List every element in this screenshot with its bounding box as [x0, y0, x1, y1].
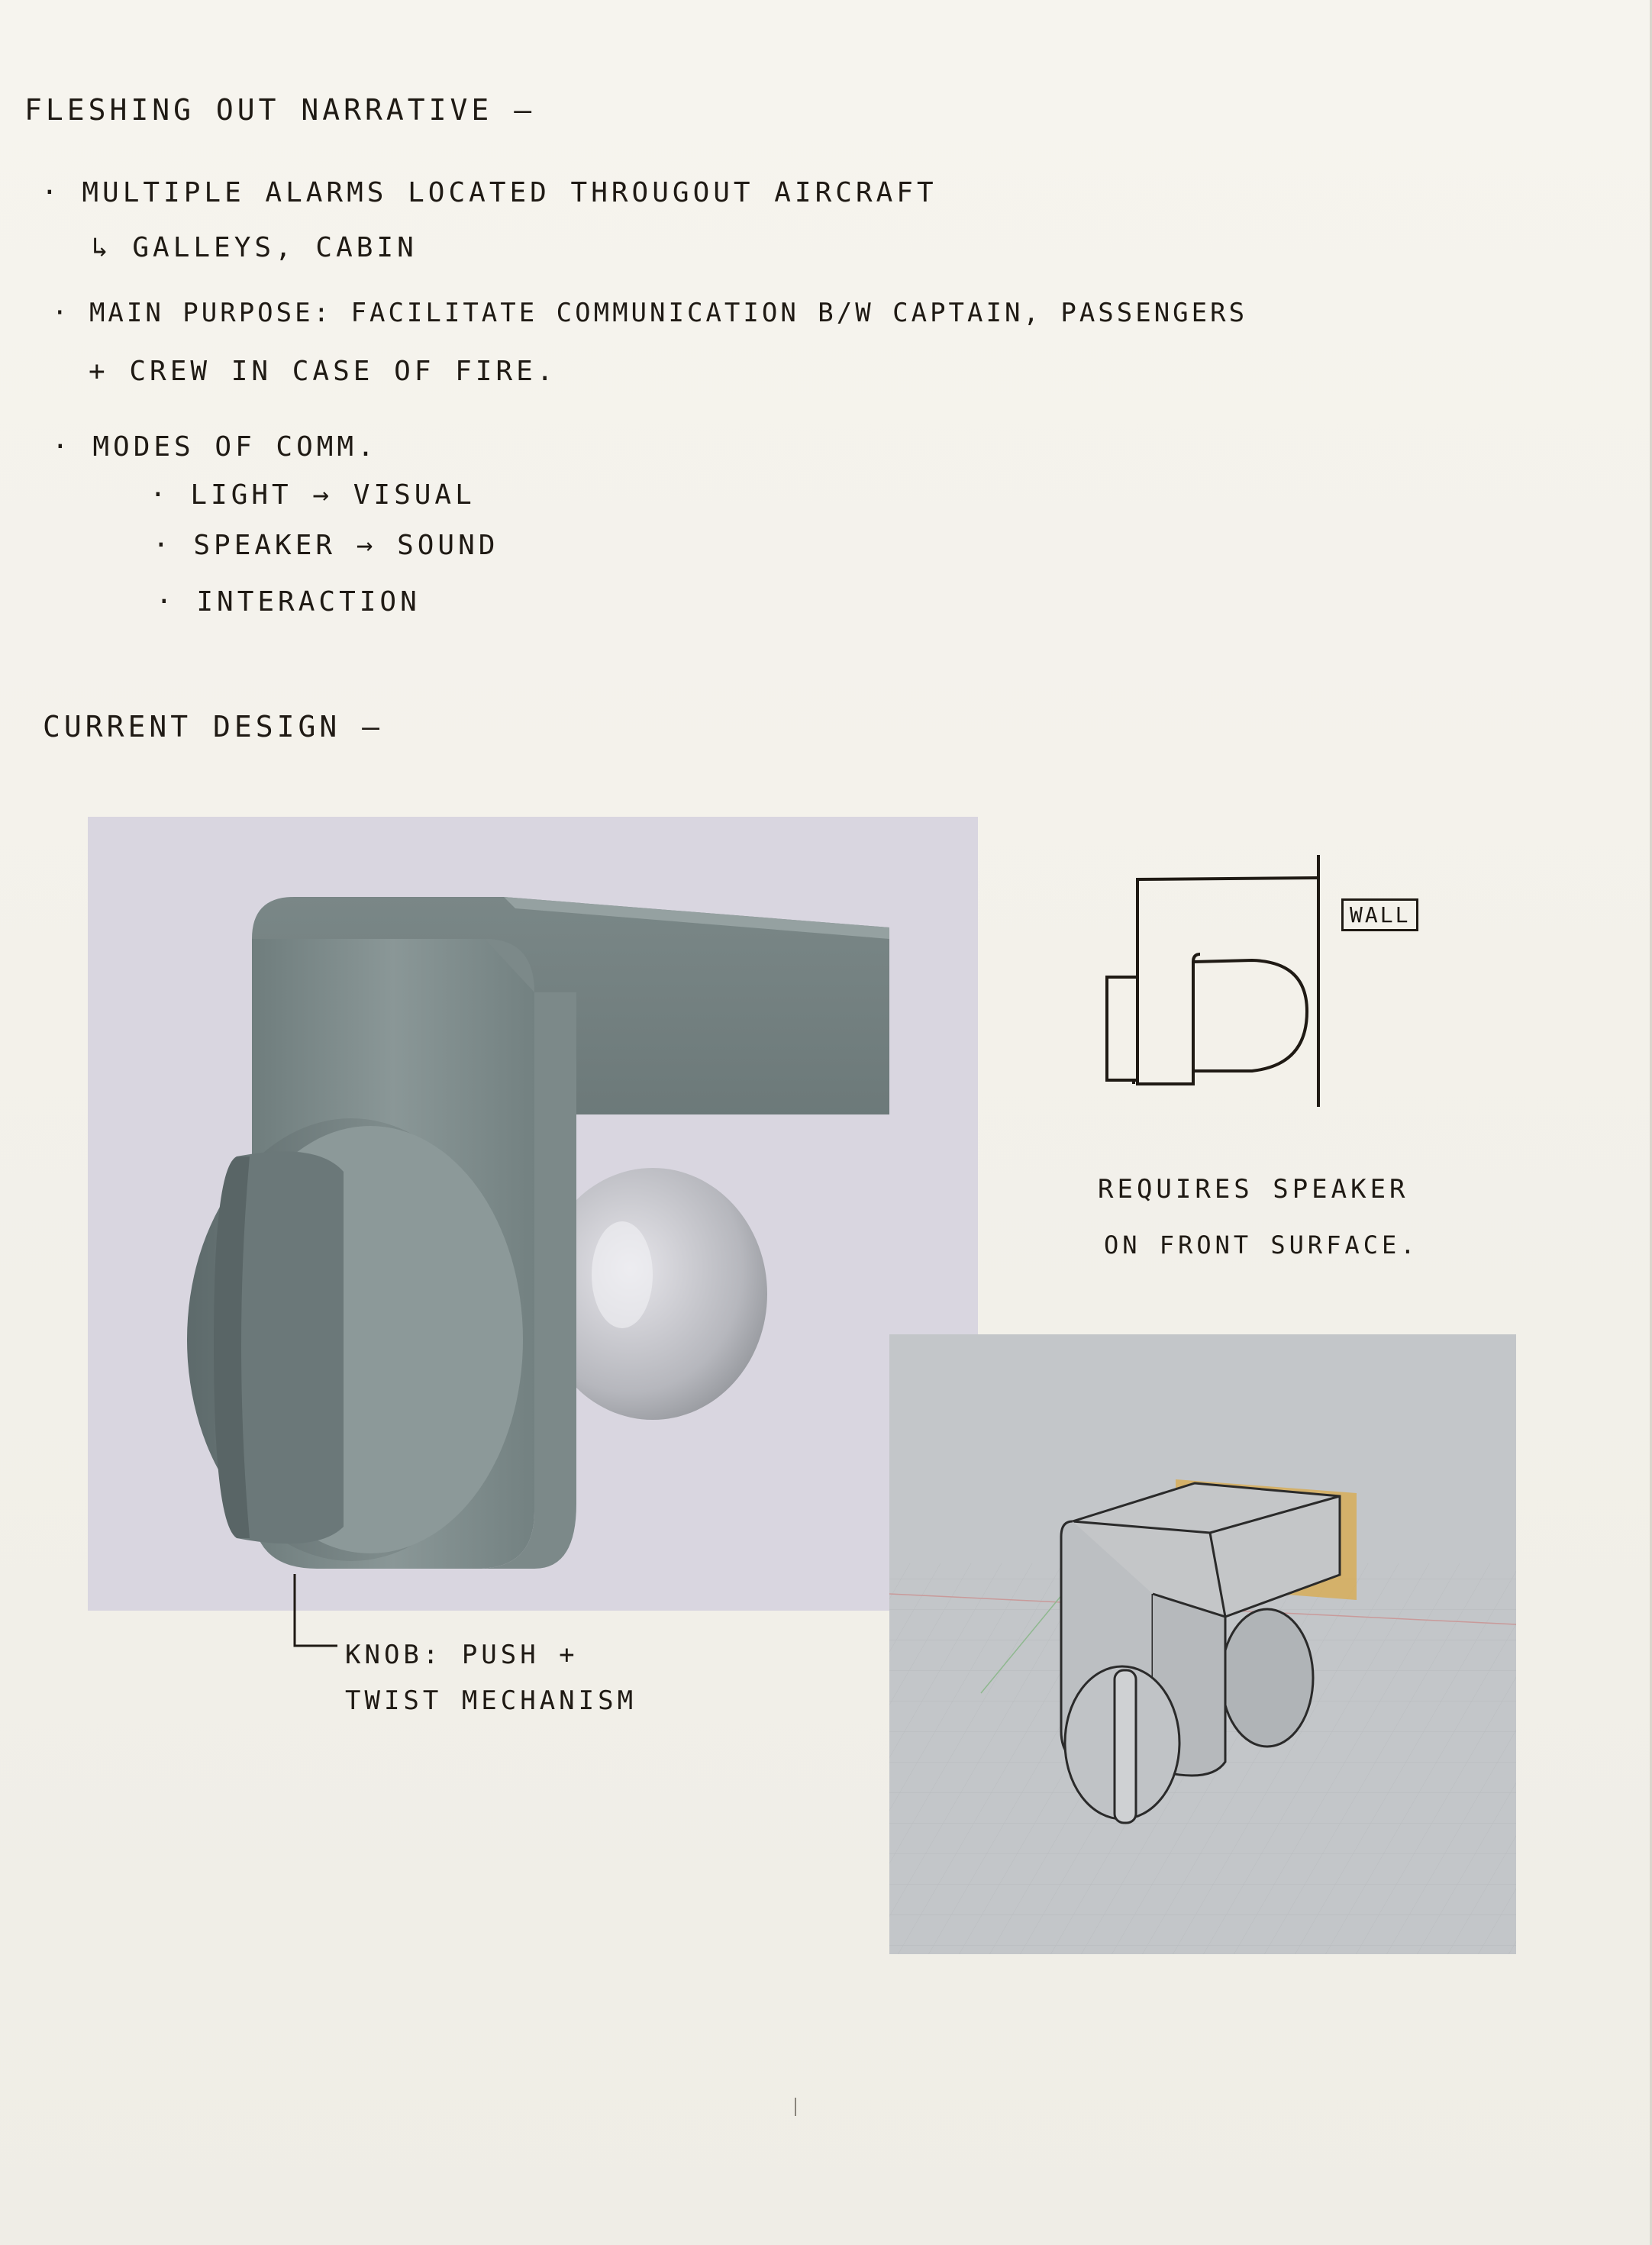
alarm-render-photo	[88, 817, 978, 1611]
bullet-galleys: ↳ GALLEYS, CABIN	[92, 232, 418, 263]
bullet-speaker: · SPEAKER → SOUND	[153, 530, 499, 561]
bullet-interaction: · INTERACTION	[156, 586, 421, 618]
speaker-note-line2: ON FRONT SURFACE.	[1104, 1231, 1419, 1260]
alarm-model-illustration	[88, 817, 978, 1611]
page-mark	[794, 2098, 799, 2118]
narrative-heading: FLESHING OUT NARRATIVE —	[24, 93, 536, 127]
bullet-alarms: · MULTIPLE ALARMS LOCATED THROUGOUT AIRCRAFT	[41, 177, 937, 208]
bullet-purpose: · MAIN PURPOSE: FACILITATE COMMUNICATION B/W CAPTAIN, PASSENGERS	[52, 298, 1248, 328]
wall-label: WALL	[1341, 898, 1418, 931]
knob-callout-line	[293, 1572, 339, 1656]
cad-viewport-render	[889, 1334, 1516, 1954]
bullet-crew: + CREW IN CASE OF FIRE.	[89, 356, 557, 387]
knob-note-line1: KNOB: PUSH +	[345, 1640, 579, 1670]
knob-note-line2: TWIST MECHANISM	[345, 1685, 637, 1716]
bullet-modes: · MODES OF COMM.	[52, 431, 378, 463]
design-heading: CURRENT DESIGN —	[43, 710, 384, 743]
cad-model-illustration	[889, 1334, 1516, 1954]
speaker-note-line1: REQUIRES SPEAKER	[1098, 1174, 1409, 1205]
side-profile-sketch	[1099, 855, 1328, 1114]
bullet-light: · LIGHT → VISUAL	[150, 479, 476, 511]
